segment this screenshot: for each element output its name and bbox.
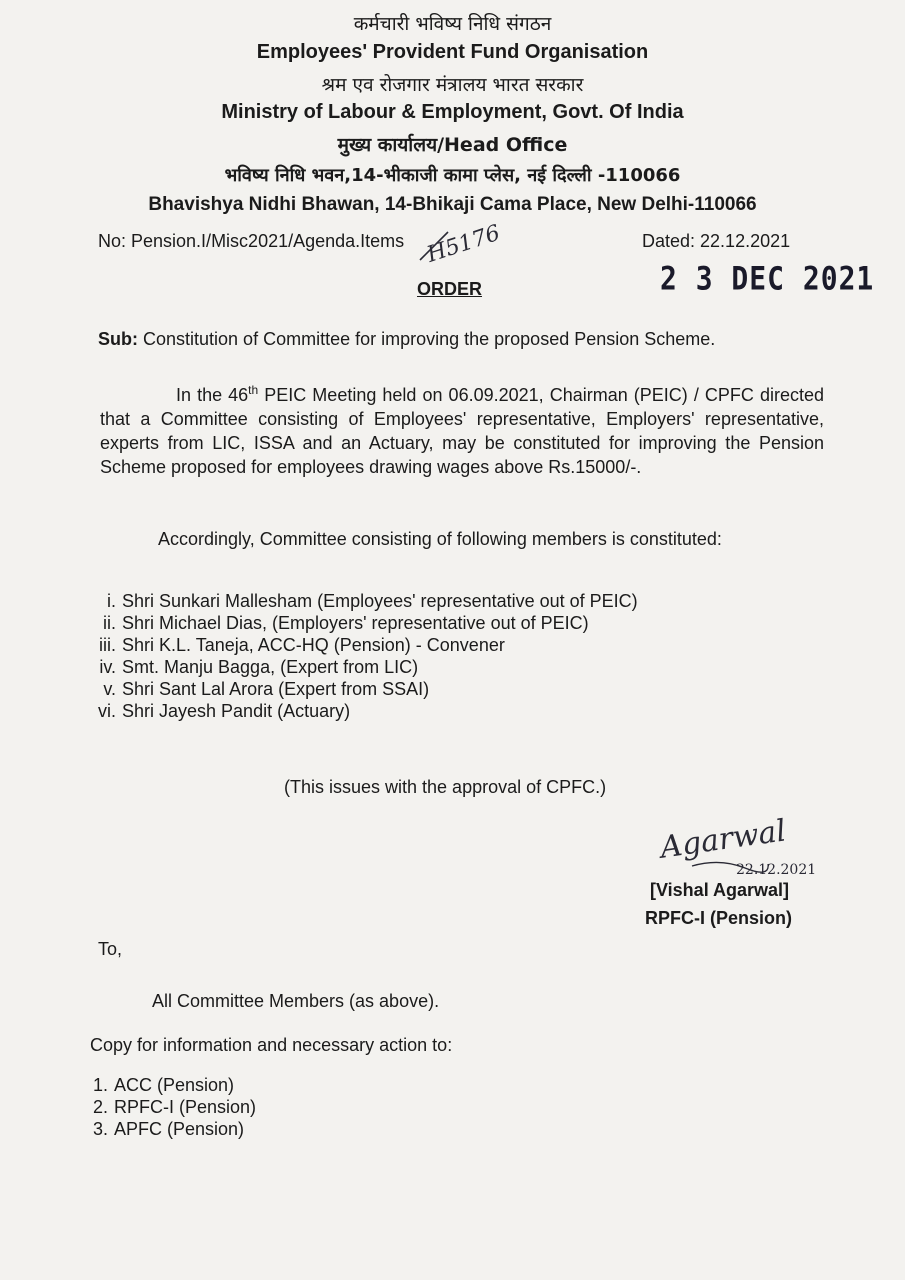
copy-list [86, 1074, 256, 1140]
org-name-english: Employees' Provident Fund Organisation [256, 41, 649, 63]
signature-scribble: Agarwal [658, 813, 789, 866]
member-item: ii. Shri Michael Dias, (Employers' representative out of PEIC) [103, 613, 589, 633]
org-name-hindi: कर्मचारी भविष्य निधि संगठन [353, 13, 552, 35]
copy-label: Copy for information and necessary action to: [90, 1035, 453, 1055]
paragraph-main [100, 378, 824, 479]
dated: Dated: 22.12.2021 [642, 231, 791, 251]
signatory-designation: RPFC-I (Pension) [645, 908, 792, 928]
member-item: vi. Shri Jayesh Pandit (Actuary) [98, 701, 351, 721]
member-item: iii. Shri K.L. Taneja, ACC-HQ (Pension) - Convener [99, 635, 505, 655]
subject-line [98, 328, 715, 350]
order-title: ORDER [417, 279, 483, 299]
head-office: मुख्य कार्यालय/Head Office [337, 134, 568, 156]
para1-start: In the 46 [176, 385, 249, 405]
para1-sup: th [248, 383, 259, 397]
to-label: To, [98, 939, 123, 959]
copy-item: 3. APFC (Pension) [92, 1119, 245, 1139]
member-item: i. Shri Sunkari Mallesham (Employees' representative out of PEIC) [107, 591, 638, 611]
para1-rest: PEIC Meeting held on 06.09.2021, Chairman (PEIC) / CPFC directed that a Committee consisting of Employees' representative, Employers' representative, experts from LIC, ISSA and an Actuary, may be constituted for improving the Pension Scheme proposed for employees drawing wages above Rs.15000/-. [100, 385, 824, 477]
to-recipients: All Committee Members (as above). [152, 991, 440, 1011]
ministry-hindi: श्रम एव रोजगार मंत्रालय भारत सरकार [321, 74, 584, 96]
address-english: Bhavishya Nidhi Bhawan, 14-Bhikaji Cama Place, New Delhi-110066 [148, 194, 757, 215]
reference-number: No: Pension.I/Misc2021/Agenda.Items [98, 231, 405, 251]
copy-item: 1. ACC (Pension) [92, 1075, 235, 1095]
subject-label: Sub: [98, 329, 138, 349]
member-item: iv. Smt. Manju Bagga, (Expert from LIC) [99, 657, 419, 677]
signature-date: 22.12.2021 [736, 862, 817, 878]
subject-text: Constitution of Committee for improving the proposed Pension Scheme. [138, 329, 716, 349]
signatory-name: [Vishal Agarwal] [650, 880, 790, 900]
approval-note: (This issues with the approval of CPFC.) [284, 777, 607, 797]
address-hindi: भविष्य निधि भवन,14-भीकाजी कामा प्लेस, नई दिल्ली -110066 [224, 165, 681, 186]
handwritten-number: H5176 [424, 220, 504, 268]
date-stamp: 2 3 DEC 2021 [660, 259, 875, 298]
ministry-english: Ministry of Labour & Employment, Govt. Of India [221, 101, 684, 123]
member-item: v. Shri Sant Lal Arora (Expert from SSAI) [103, 679, 430, 699]
copy-item: 2. RPFC-I (Pension) [92, 1097, 257, 1117]
paragraph-constitution: Accordingly, Committee consisting of following members is constituted: [158, 529, 722, 549]
members-list [70, 590, 638, 722]
